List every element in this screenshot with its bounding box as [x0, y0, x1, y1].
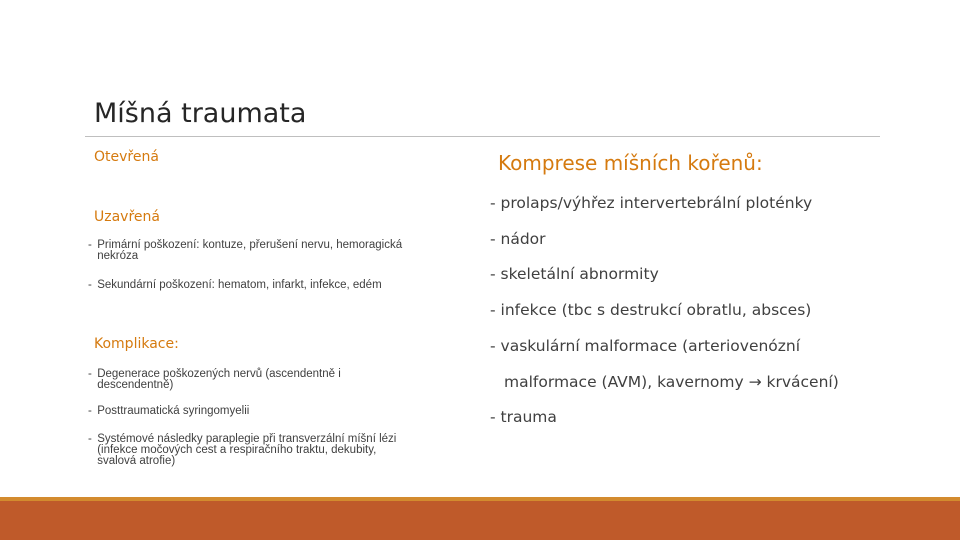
- footer-bar-accent: [0, 497, 960, 501]
- list-item: [88, 280, 382, 291]
- list-item: [88, 240, 402, 262]
- list-bullet: -: [88, 239, 92, 251]
- list-item: - infekce (tbc s destrukcí obratlu, absces): [490, 301, 812, 319]
- list-item: - trauma: [490, 408, 557, 426]
- list-item-continuation: malformace (AVM), kavernomy → krvácení): [504, 373, 839, 391]
- list-bullet: -: [88, 279, 92, 291]
- list-item: - skeletální abnormity: [490, 265, 659, 283]
- list-item: - vaskulární malformace (arteriovenózní: [490, 337, 801, 355]
- list-item-line: Systémové následky paraplegie při transverzální míšní lézi: [97, 433, 397, 445]
- list-bullet: -: [88, 433, 92, 445]
- heading-komplikace: Komplikace:: [94, 336, 179, 352]
- list-item-line: svalová atrofie): [97, 455, 176, 467]
- footer-bar: [0, 497, 960, 540]
- heading-uzavrena: Uzavřená: [94, 209, 160, 225]
- list-bullet: -: [88, 405, 92, 417]
- heading-otevrena: Otevřená: [94, 149, 159, 165]
- list-item-line: (infekce močových cest a respiračního traktu, dekubity,: [97, 444, 377, 456]
- list-item-line: descendentně): [97, 379, 174, 391]
- list-item-line: Sekundární poškození: hematom, infarkt, infekce, edém: [97, 279, 382, 291]
- list-item: - prolaps/výhřez intervertebrální ploténky: [490, 194, 813, 212]
- list-item-line: Posttraumatická syringomyelii: [97, 405, 250, 417]
- list-item-line: nekróza: [97, 250, 139, 262]
- list-item: [88, 369, 341, 391]
- list-item: [88, 434, 396, 467]
- heading-komprese: Komprese míšních kořenů:: [498, 151, 763, 175]
- slide-title: Míšná traumata: [94, 98, 307, 129]
- list-item-line: Degenerace poškozených nervů (ascendentně i: [97, 368, 341, 380]
- title-divider: [85, 136, 880, 137]
- list-item: [88, 406, 249, 417]
- list-bullet: -: [88, 368, 92, 380]
- list-item: - nádor: [490, 230, 546, 248]
- list-item-line: Primární poškození: kontuze, přerušení nervu, hemoragická: [97, 239, 403, 251]
